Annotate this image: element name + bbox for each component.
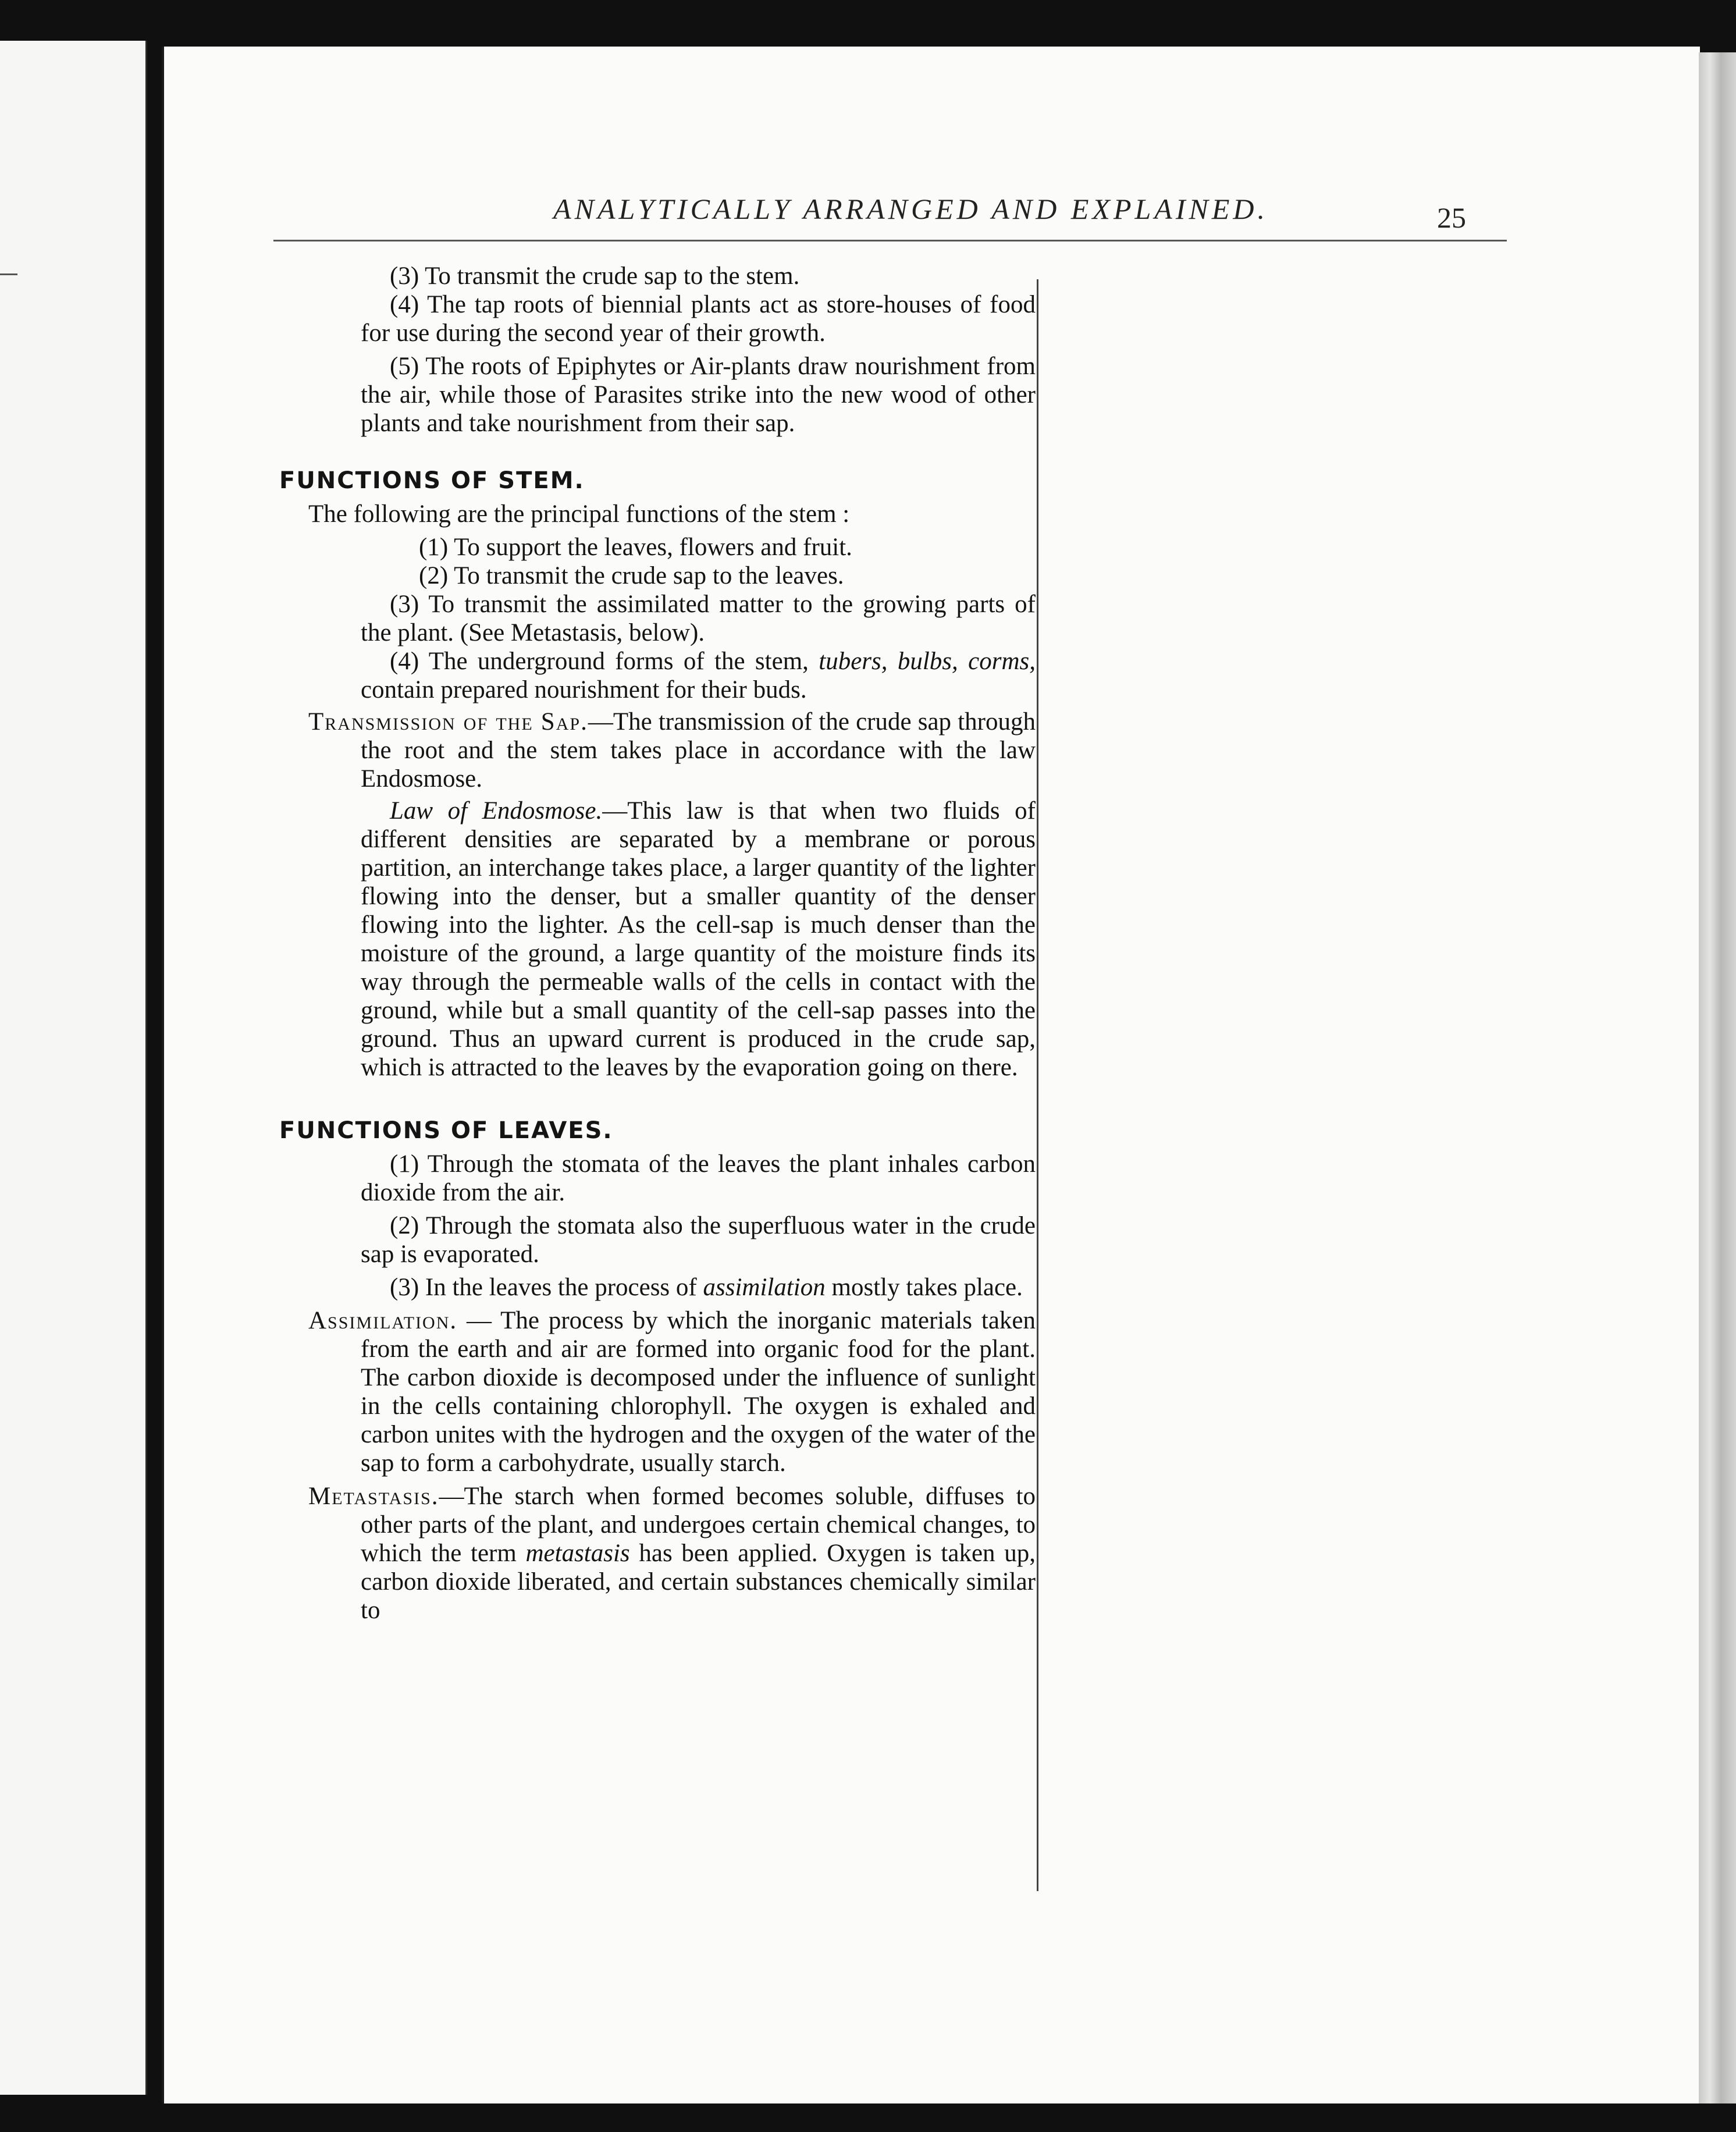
stem-item-1: (1) To support the leaves, flowers and fruit. bbox=[419, 534, 852, 561]
stem-item-3: (3) To transmit the assimilated matter to the growing parts of the plant. (See Metastasis, below). bbox=[361, 591, 1036, 646]
leaves-item-3-start: (3) In the leaves the process of bbox=[390, 1274, 703, 1301]
leaves-item-3 bbox=[361, 1273, 1036, 1302]
leaves-item-1: (1) Through the stomata of the leaves the plant inhales carbon dioxide from the air. bbox=[361, 1150, 1036, 1206]
roots-item-4: (4) The tap roots of biennial plants act as store-houses of food for use during the second year of their growth. bbox=[361, 291, 1036, 347]
leaves-heading: FUNCTIONS OF LEAVES. bbox=[279, 1117, 613, 1144]
stem-item-2: (2) To transmit the crude sap to the leaves. bbox=[419, 562, 844, 589]
column-rule bbox=[1037, 279, 1038, 1891]
roots-item-3: (3) To transmit the crude sap to the stem. bbox=[390, 262, 800, 290]
transmission-term: Transmission of the Sap. bbox=[308, 708, 588, 735]
stem-item-4-italic: tubers, bulbs, corms, bbox=[819, 648, 1036, 675]
stem-item-4 bbox=[361, 647, 1036, 704]
running-head: ANALYTICALLY ARRANGED AND EXPLAINED. bbox=[553, 193, 1268, 225]
text-column bbox=[273, 262, 1036, 1625]
metastasis-text-end: has been applied. Oxygen is taken up, carbon dioxide liberated, and certain substances chemically similar to bbox=[361, 1540, 1036, 1624]
law-term: Law of Endosmose. bbox=[390, 797, 603, 825]
assimilation-term: Assimilation. bbox=[308, 1307, 458, 1334]
metastasis-text-start: —The starch when formed becomes soluble, diffuses to other parts of the plant, and undergoes certain chemical changes, to which the term bbox=[361, 1483, 1036, 1567]
leaves-item-3-end: mostly takes place. bbox=[825, 1274, 1023, 1301]
transmission-text: —The transmission of the crude sap through the root and the stem takes place in accordance with the law Endosmose. bbox=[361, 708, 1036, 793]
stem-item-4-end: contain prepared nourishment for their buds. bbox=[361, 676, 807, 703]
assimilation-text: — The process by which the inorganic materials taken from the earth and air are formed into organic food for the plant. The carbon dioxide is decomposed under the influence of sunlight in the cells containing chlorophyll. The oxygen is exhaled and carbon unites with the hydrogen and the oxygen of the water of the sap to form a carbohydrate, usually starch. bbox=[361, 1307, 1036, 1477]
stem-item-4-start: (4) The underground forms of the stem, bbox=[390, 648, 819, 675]
law-text: —This law is that when two fluids of different densities are separated by a membrane or porous partition, an interchange takes place, a larger quantity of the lighter flowing into the denser, but a smaller quantity of the denser flowing into the lighter. As the cell-sap is much denser than the moisture of the ground, a large quantity of the moisture finds its way through the permeable walls of the cells in contact with the ground, while but a small quantity of the cell-sap passes into the ground. Thus an upward current is produced in the crude sap, which is attracted to the leaves by the evaporation going on there. bbox=[361, 797, 1036, 1081]
law-of-endosmose bbox=[361, 797, 1036, 1082]
facing-page-edge bbox=[0, 41, 147, 2095]
header-rule bbox=[273, 240, 1507, 241]
metastasis-italic: metastasis bbox=[525, 1540, 630, 1567]
page-stack-edge bbox=[1699, 52, 1736, 2112]
metastasis-definition bbox=[308, 1482, 1036, 1625]
assimilation-definition bbox=[308, 1306, 1036, 1477]
transmission-definition bbox=[308, 708, 1036, 793]
scan-border bbox=[0, 2103, 1736, 2132]
stem-intro: The following are the principal functions of the stem : bbox=[308, 500, 850, 528]
leaves-item-3-italic: assimilation bbox=[703, 1274, 826, 1301]
metastasis-term: Metastasis. bbox=[308, 1483, 439, 1510]
leaves-item-2: (2) Through the stomata also the superfluous water in the crude sap is evaporated. bbox=[361, 1212, 1036, 1268]
roots-item-5: (5) The roots of Epiphytes or Air-plants draw nourishment from the air, while those of Parasites strike into the new wood of other plants and take nourishment from their sap. bbox=[361, 353, 1036, 437]
stem-heading: FUNCTIONS OF STEM. bbox=[279, 467, 585, 494]
page-number: 25 bbox=[1437, 201, 1466, 234]
